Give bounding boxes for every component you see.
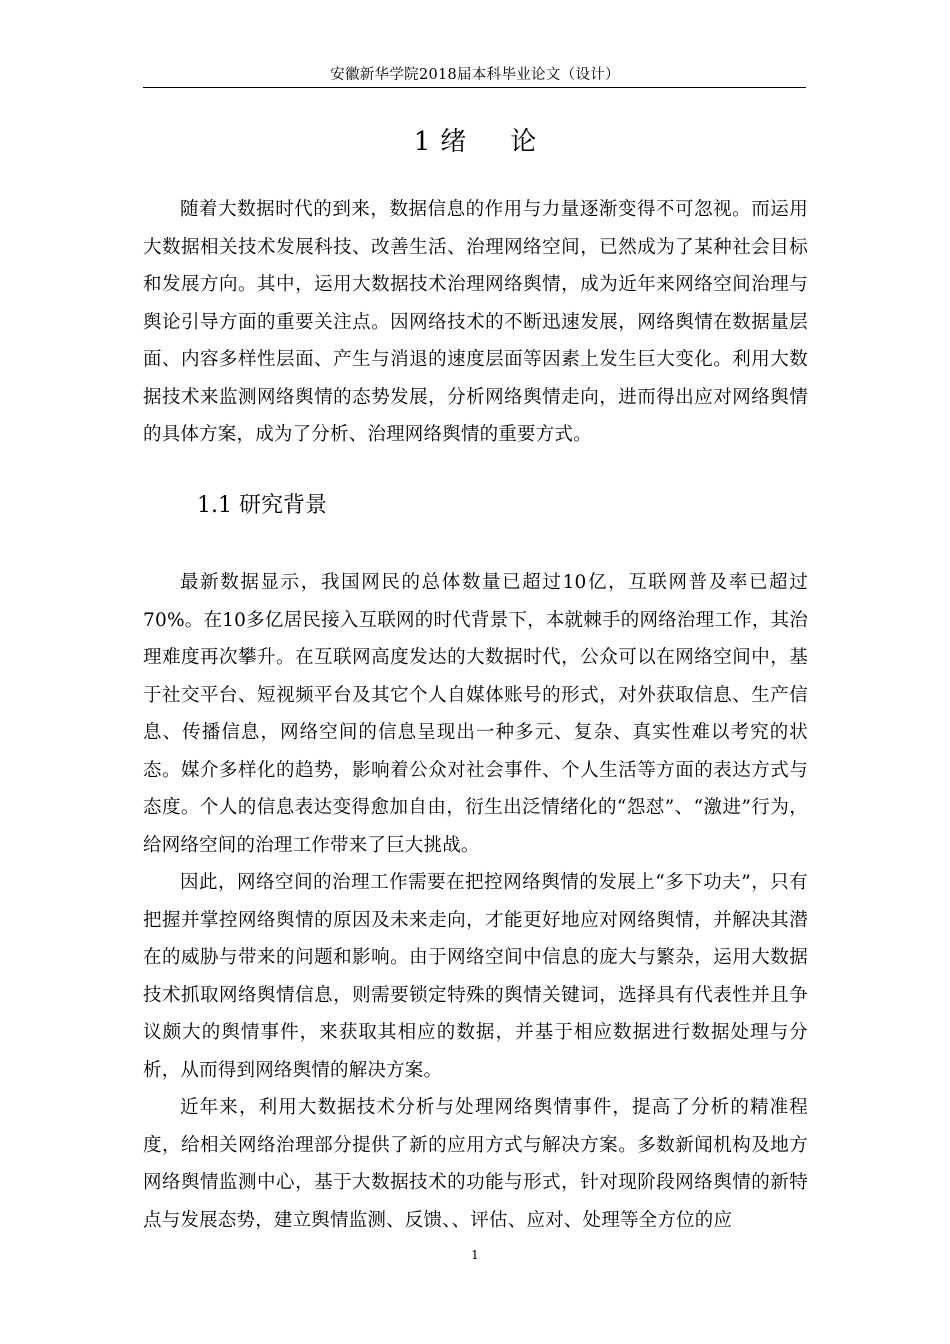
- header-rule: [143, 87, 806, 88]
- section-paragraph-2: 因此，网络空间的治理工作需要在把控网络舆情的发展上“多下功夫”，只有把握并掌控网络舆情的原因及未来走向，才能更好地应对网络舆情，并解决其潜在的威胁与带来的问题和影响。由于网络空间中信息的庞大与繁杂，运用大数据技术抓取网络舆情信息，则需要锁定特殊的舆情关键词，选择具有代表性并且争议颇大的舆情事件，来获取其相应的数据，并基于相应数据进行数据处理与分析，从而得到网络舆情的解决方案。: [143, 872, 808, 1081]
- section-paragraph-1: 最新数据显示，我国网民的总体数量已超过10亿，互联网普及率已超过70%。在10多亿居民接入互联网的时代背景下，本就棘手的网络治理工作，其治理难度再次攀升。在互联网高度发达的大数据时代，公众可以在网络空间中，基于社交平台、短视频平台及其它个人自媒体账号的形式，对外获取信息、生产信息、传播信息，网络空间的信息呈现出一种多元、复杂、真实性难以考究的状态。媒介多样化的趋势，影响着公众对社会事件、个人生活等方面的表达方式与态度。个人的信息表达变得愈加自由，衍生出泛情绪化的“怨怼”、“激进”行为，给网络空间的治理工作带来了巨大挑战。: [143, 572, 808, 856]
- page-number: 1: [471, 1248, 479, 1262]
- chapter-title-part2: 论: [510, 127, 537, 157]
- section-paragraph-3: 近年来，利用大数据技术分析与处理网络舆情事件，提高了分析的精准程度，给相关网络治理部分提供了新的应用方式与解决方案。多数新闻机构及地方网络舆情监测中心，基于大数据技术的功能与形式，针对现阶段网络舆情的新特点与发展态势，建立舆情监测、反馈、、评估、应对、处理等全方位的应: [143, 1097, 808, 1231]
- chapter-title: [0, 122, 950, 162]
- running-header: 安徽新华学院2018届本科毕业论文（设计）: [330, 67, 620, 83]
- chapter-title-part1: 绪: [440, 127, 467, 157]
- intro-paragraph: 随着大数据时代的到来，数据信息的作用与力量逐渐变得不可忽视。而运用大数据相关技术发展科技、改善生活、治理网络空间，已然成为了某种社会目标和发展方向。其中，运用大数据技术治理网络舆情，成为近年来网络空间治理与舆论引导方面的重要关注点。因网络技术的不断迅速发展，网络舆情在数据量层面、内容多样性层面、产生与消退的速度层面等因素上发生巨大变化。利用大数据技术来监测网络舆情的态势发展，分析网络舆情走向，进而得出应对网络舆情的具体方案，成为了分析、治理网络舆情的重要方式。: [143, 199, 808, 445]
- chapter-number: 1: [413, 127, 431, 157]
- section-title: 1.1 研究背景: [197, 493, 327, 518]
